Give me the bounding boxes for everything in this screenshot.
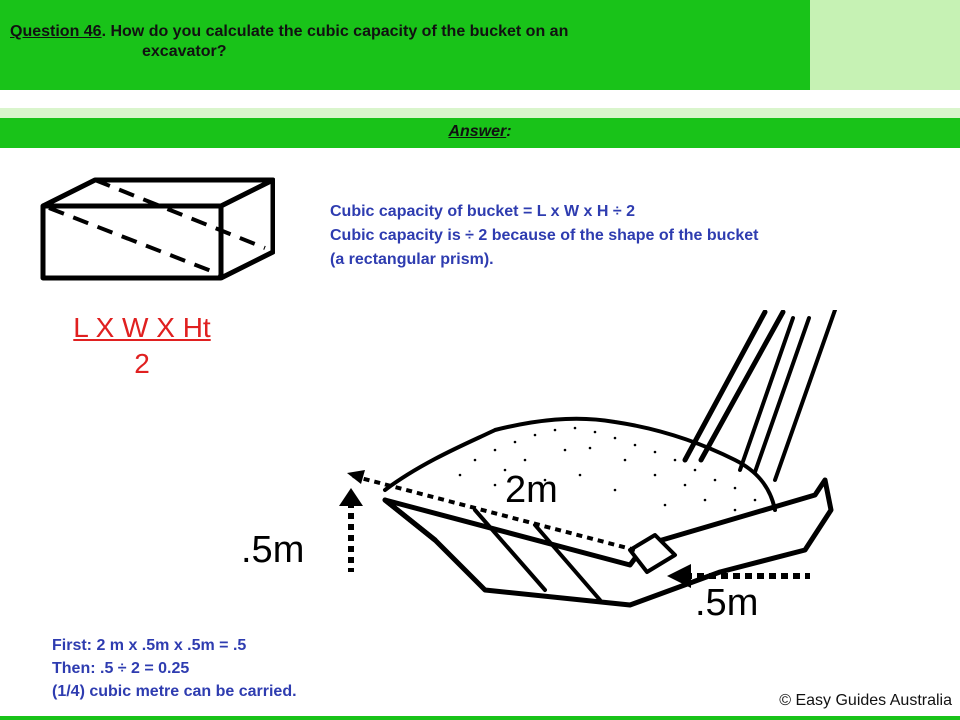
label-width: .5m — [695, 582, 759, 624]
label-height: .5m — [241, 529, 305, 571]
answer-colon: : — [506, 123, 512, 140]
fraction-denominator: 2 — [134, 348, 150, 379]
separator-band — [0, 108, 960, 118]
answer-label: Answer — [448, 123, 507, 140]
excavator-bucket-illustration — [235, 310, 845, 630]
question-line-1: . How do you calculate the cubic capacity of the bucket on an — [101, 23, 569, 40]
calc-step-1: First: 2 m x .5m x .5m = .5 — [52, 637, 247, 654]
bottom-border — [0, 716, 960, 720]
question-number: Question 46 — [10, 23, 102, 40]
formula-line-1: Cubic capacity of bucket = L x W x H ÷ 2 — [330, 203, 636, 220]
answer-heading — [0, 123, 960, 141]
formula-line-3: (a rectangular prism). — [330, 251, 494, 268]
copyright-notice: © Easy Guides Australia — [779, 692, 952, 709]
fraction-numerator: L X W X Ht — [73, 312, 211, 343]
question-line-2: excavator? — [142, 43, 227, 60]
label-length: 2m — [505, 469, 558, 511]
header-side-panel — [810, 0, 960, 90]
calc-step-3: (1/4) cubic metre can be carried. — [52, 683, 297, 700]
calc-step-2: Then: .5 ÷ 2 = 0.25 — [52, 660, 190, 677]
rectangular-prism-diagram — [35, 170, 275, 282]
calculation-steps — [52, 634, 297, 703]
question-text — [10, 22, 800, 62]
formula-line-2: Cubic capacity is ÷ 2 because of the shape of the bucket — [330, 227, 759, 244]
formula-explanation — [330, 200, 930, 272]
volume-fraction — [52, 312, 232, 380]
